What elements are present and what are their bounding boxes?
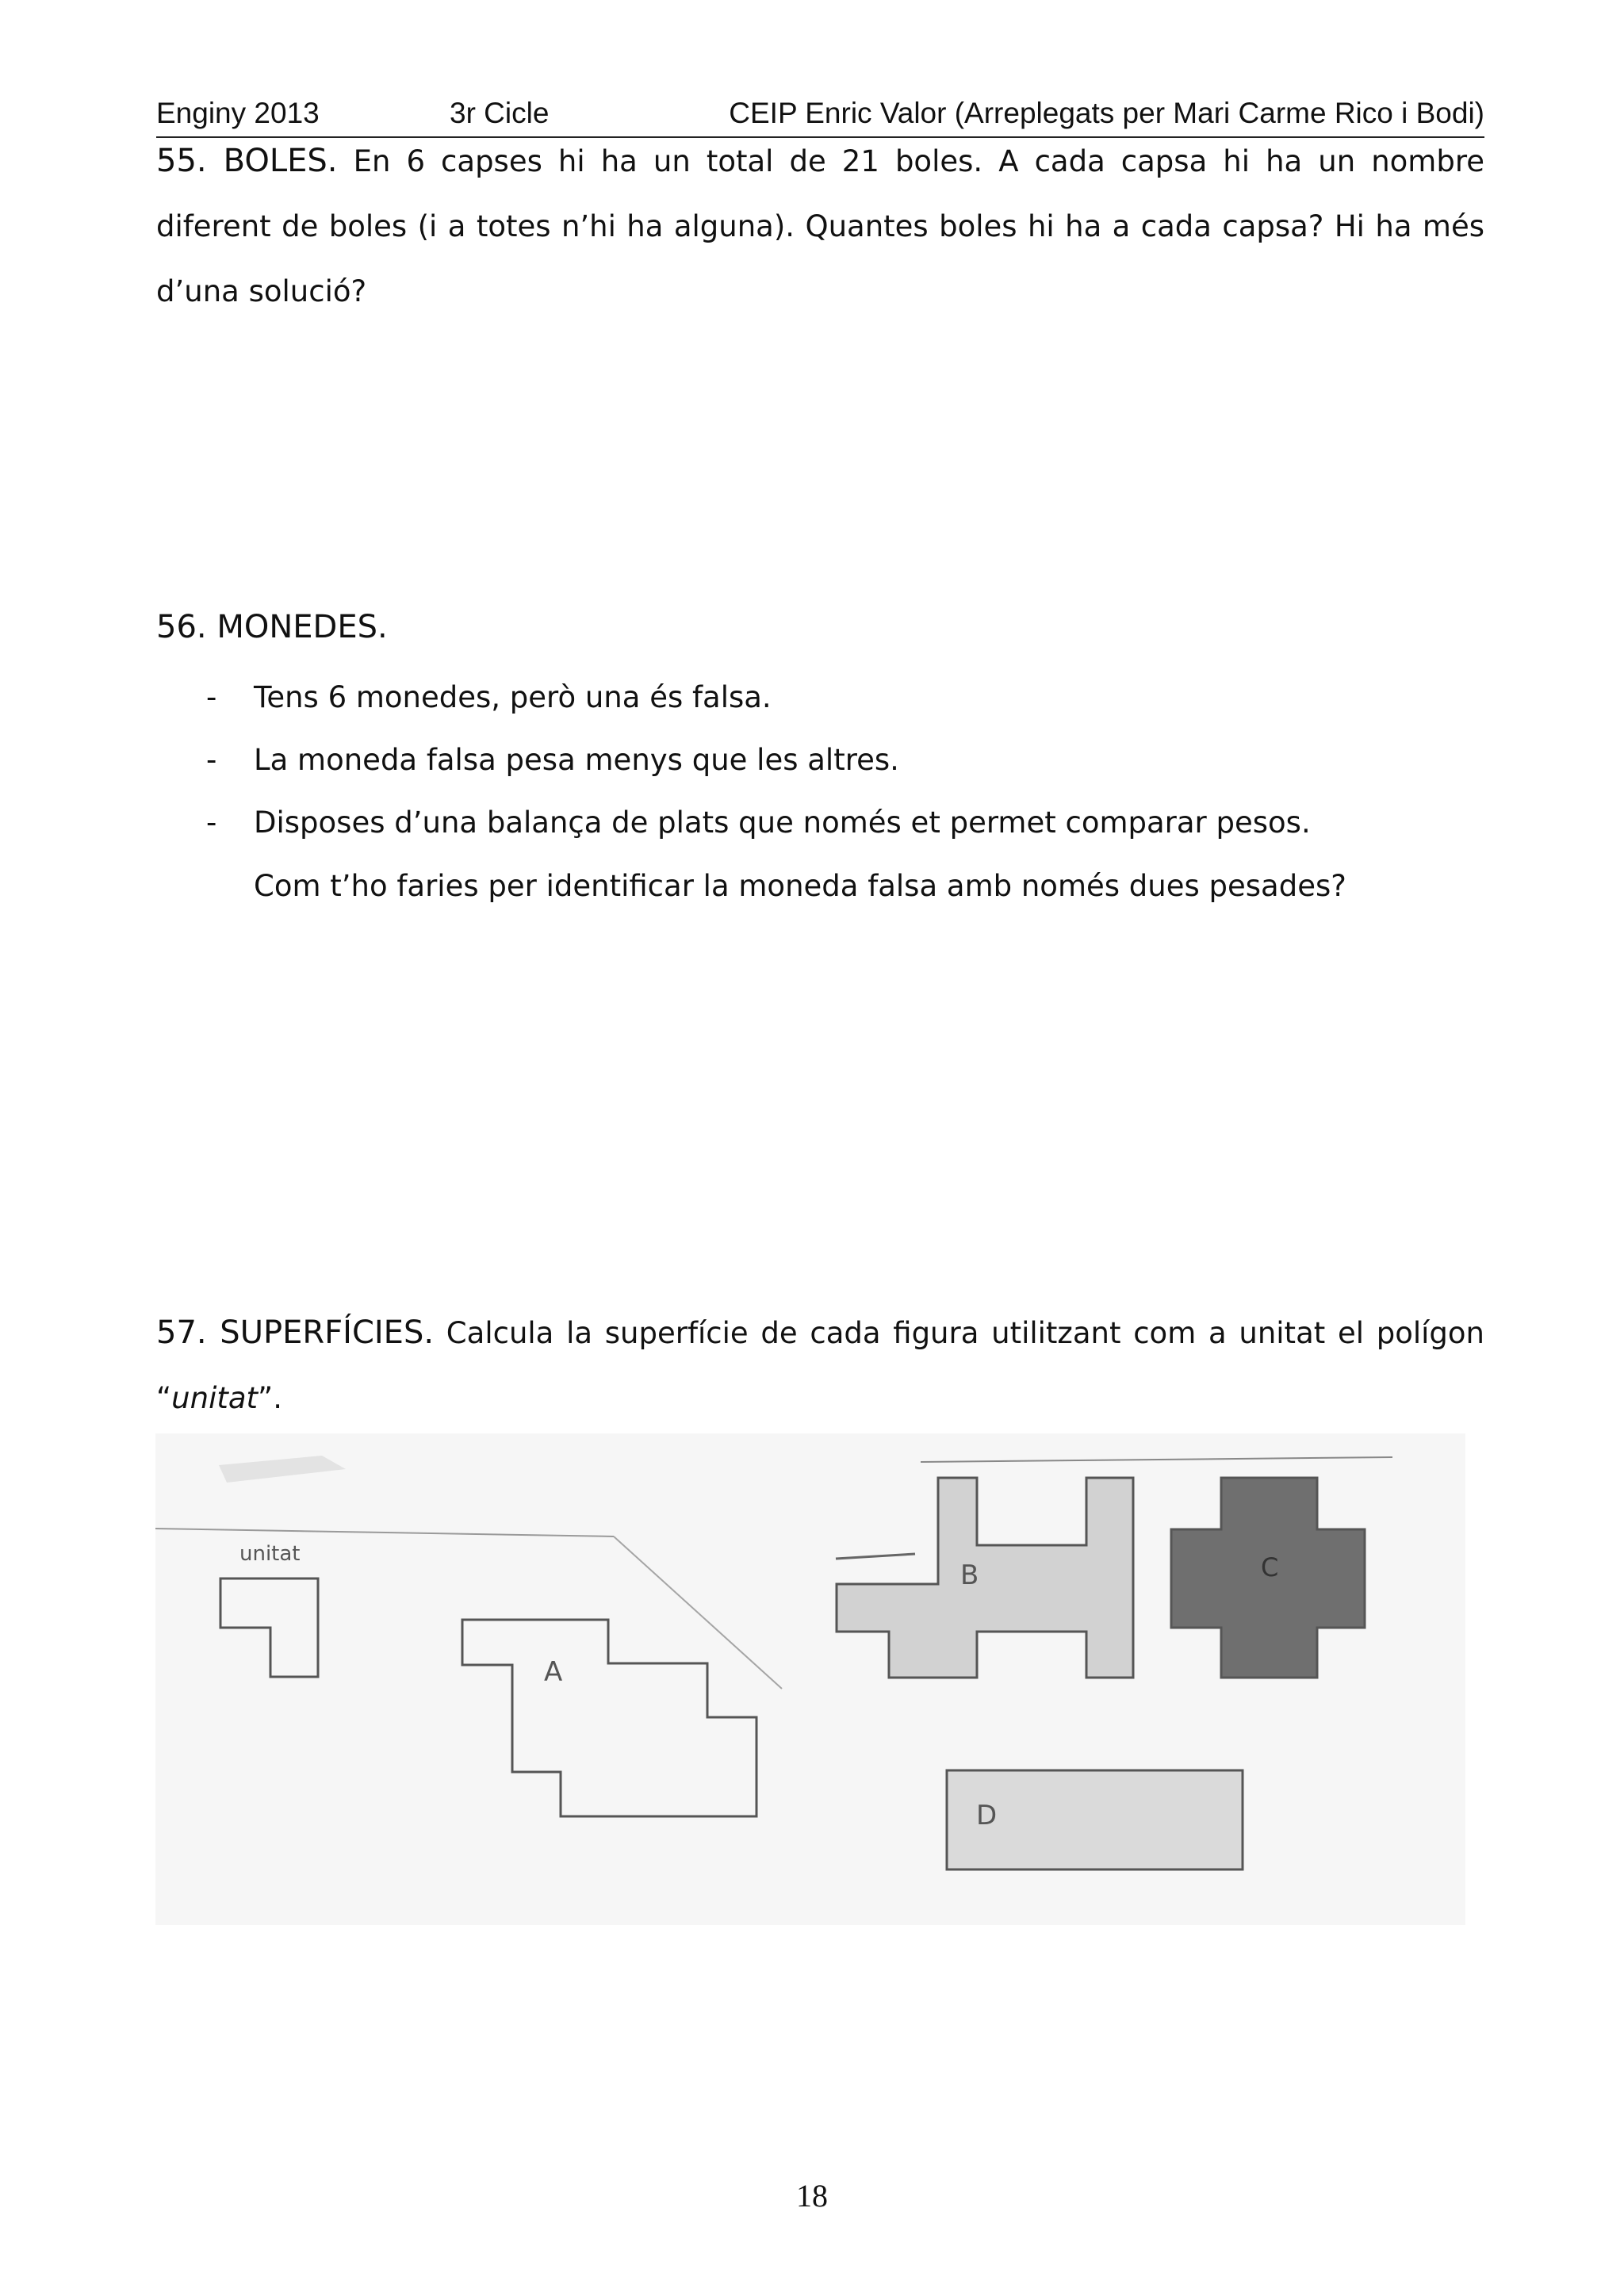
header-right: CEIP Enric Valor (Arreplegats per Mari Carme Rico i Bodi) <box>729 97 1484 129</box>
shape-c-label: C <box>1261 1552 1279 1582</box>
bullet-marker: - <box>206 680 217 714</box>
bullet-text: Disposes d’una balança de plats que només et permet comparar pesos. <box>254 806 1311 840</box>
list-item <box>206 729 1396 791</box>
problem-56-title: 56. MONEDES. <box>156 609 388 645</box>
shapes-svg <box>155 1433 1465 1925</box>
problem-55 <box>156 128 1484 324</box>
bullet-marker: - <box>206 806 217 840</box>
quote-open: “ <box>156 1381 172 1415</box>
shape-a-label: A <box>544 1656 563 1688</box>
shapes-figure <box>155 1433 1465 1925</box>
header-middle: 3r Cicle <box>450 97 550 129</box>
list-item <box>206 791 1396 854</box>
shape-b-label: B <box>960 1559 979 1591</box>
problem-56-question: Com t’ho faries per identificar la moneda falsa amb només dues pesades? <box>254 869 1346 903</box>
quote-close: ”. <box>258 1381 282 1415</box>
list-item <box>206 666 1396 729</box>
problem-57 <box>156 1300 1484 1431</box>
shape-b <box>837 1478 1133 1678</box>
shape-d-label: D <box>976 1800 998 1831</box>
problem-55-text: En 6 capses hi ha un total de 21 boles. A cada capsa hi ha un nombre diferent de boles (i a totes n’hi ha alguna). Quantes boles hi ha a cada capsa? Hi ha més d’una solució? <box>156 144 1484 308</box>
scan-line <box>155 1529 614 1536</box>
problem-56-bullets <box>206 666 1396 854</box>
bullet-text: La moneda falsa pesa menys que les altres. <box>254 743 899 777</box>
problem-57-title: 57. SUPERFÍCIES. <box>156 1314 435 1351</box>
bullet-text: Tens 6 monedes, però una és falsa. <box>254 680 772 714</box>
header-left: Enginy 2013 <box>156 97 320 129</box>
scan-line <box>836 1554 915 1559</box>
problem-57-text: Calcula la superfície de cada figura utilitzant com a unitat el polígon <box>434 1316 1485 1350</box>
page-number: 18 <box>796 2178 828 2214</box>
unit-label: unitat <box>239 1542 301 1566</box>
problem-55-title: 55. BOLES. <box>156 143 338 179</box>
shape-a <box>462 1620 756 1816</box>
scan-line <box>921 1457 1392 1462</box>
unit-polygon <box>220 1578 318 1677</box>
scan-smudge <box>219 1456 346 1483</box>
scan-line <box>614 1536 782 1689</box>
bullet-marker: - <box>206 743 217 777</box>
unitat-word: unitat <box>171 1381 259 1415</box>
